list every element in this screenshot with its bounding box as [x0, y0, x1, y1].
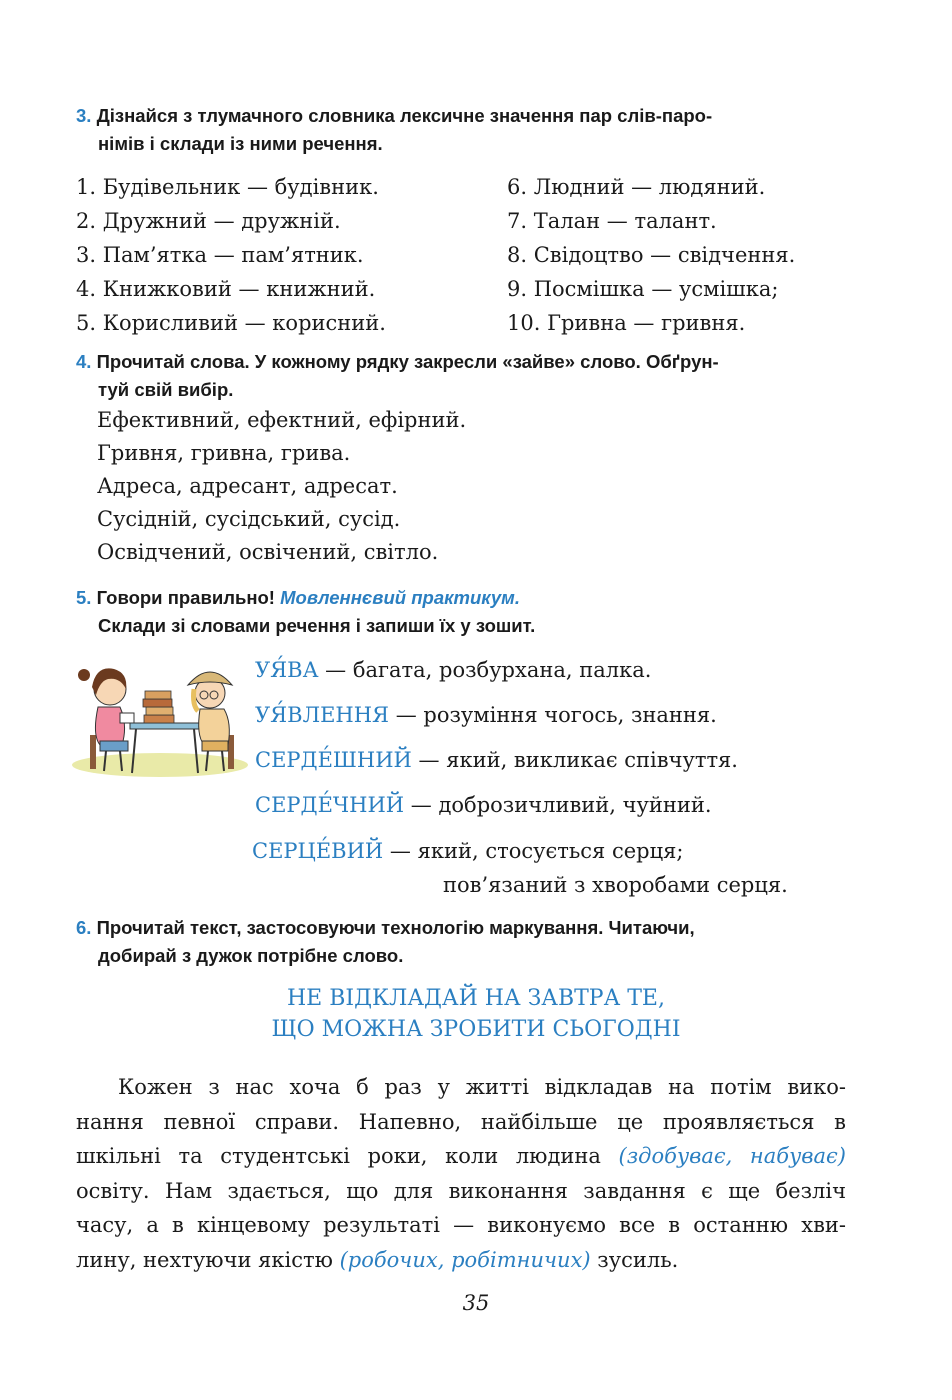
- paragraph-text: шкільні та студентські роки, коли людина: [76, 1144, 601, 1168]
- instruction-text: Прочитай текст, застосовуючи технологію маркування. Читаючи,: [96, 917, 695, 938]
- dictionary-definition: — який, викликає співчуття.: [418, 748, 738, 772]
- section-label: Мовленнєвий практикум.: [280, 587, 520, 608]
- text-title-line: НЕ ВІДКЛАДАЙ НА ЗАВТРА ТЕ,: [287, 986, 665, 1011]
- word-choice-option: (здобуває, набуває): [618, 1144, 846, 1168]
- list-item: 8. Свідоцтво — свідчення.: [507, 243, 796, 267]
- instruction-text: Склади зі словами речення і запиши їх у зошит.: [98, 615, 536, 636]
- task-number: 3.: [76, 105, 92, 126]
- dictionary-entry: [255, 700, 717, 730]
- task-number: 5.: [76, 587, 92, 608]
- instruction-text: добирай з дужок потрібне слово.: [98, 945, 404, 966]
- dictionary-definition: — доброзичливий, чуйний.: [410, 793, 712, 817]
- dictionary-term: СЕРЦЕ́ВИЙ: [252, 839, 384, 863]
- word-choice-option: (робочих, робітничих): [339, 1247, 591, 1272]
- dictionary-term: УЯ́ВА: [255, 658, 319, 682]
- word-row: Гривня, гривна, грива.: [97, 441, 351, 465]
- dictionary-definition-continuation: пов’язаний з хворобами серця.: [443, 873, 788, 897]
- task-6-instruction: [76, 914, 876, 970]
- list-item: 10. Гривна — гривня.: [507, 311, 746, 335]
- word-row: Адреса, адресант, адресат.: [97, 474, 398, 498]
- task-5-instruction: [76, 584, 876, 640]
- paragraph-line: нання певної справи. Напевно, найбільше це проявляється в: [76, 1109, 846, 1134]
- list-item: 7. Талан — талант.: [507, 209, 717, 233]
- list-item: 4. Книжковий — книжний.: [76, 277, 376, 301]
- paragraph-line: [76, 1139, 846, 1174]
- text-title: [0, 983, 952, 1045]
- paragraph-line: часу, а в кінцевому результаті — виконуємо все в останню хви-: [76, 1213, 846, 1237]
- dictionary-term: СЕРДЕ́ЧНИЙ: [255, 793, 405, 817]
- list-item: 1. Будівельник — будівник.: [76, 175, 379, 199]
- word-rows: [97, 404, 466, 569]
- reading-girls-illustration: [70, 645, 250, 780]
- list-item: 6. Людний — людяний.: [507, 175, 766, 199]
- instruction-text: Дізнайся з тлумачного словника лексичне значення пар слів-паро-: [96, 105, 713, 126]
- paronym-pairs-right: [507, 170, 795, 340]
- task-number: 4.: [76, 351, 92, 372]
- dictionary-entry: [255, 655, 651, 685]
- dictionary-term: УЯ́ВЛЕННЯ: [255, 703, 390, 727]
- dictionary-definition: — багата, розбурхана, палка.: [325, 658, 652, 682]
- paragraph-line: Кожен з нас хоча б раз у житті відкладав на потім вико-: [118, 1075, 846, 1099]
- instruction-text: Прочитай слова. У кожному рядку закресли «зайве» слово. Обґрун-: [96, 351, 719, 372]
- paragraph-text: лину, нехтуючи якістю: [76, 1247, 333, 1272]
- dictionary-entry: [252, 836, 683, 866]
- task-3-instruction: [76, 102, 876, 158]
- dictionary-entry: [255, 745, 738, 775]
- list-item: 9. Посмішка — усмішка;: [507, 277, 779, 301]
- word-row: Сусідній, сусідський, сусід.: [97, 507, 401, 531]
- page-number: 35: [462, 1291, 490, 1315]
- list-item: 3. Пам’ятка — пам’ятник.: [76, 243, 364, 267]
- paragraph-text: зусиль.: [597, 1247, 679, 1272]
- word-row: Освідчений, освічений, світло.: [97, 540, 439, 564]
- dictionary-definition: — розуміння чогось, знання.: [395, 703, 717, 727]
- task-number: 6.: [76, 917, 92, 938]
- paragraph-line: [76, 1243, 846, 1278]
- paronym-pairs-left: [76, 170, 386, 340]
- task-4-instruction: [76, 348, 876, 404]
- instruction-text: німів і склади із ними речення.: [98, 133, 383, 154]
- dictionary-entry: [255, 790, 712, 820]
- instruction-text: Говори правильно!: [96, 587, 275, 608]
- list-item: 2. Дружний — дружній.: [76, 209, 341, 233]
- dictionary-term: СЕРДЕ́ШНИЙ: [255, 748, 412, 772]
- word-row: Ефективний, ефектний, ефірний.: [97, 408, 467, 432]
- paragraph-line: освіту. Нам здається, що для виконання завдання є ще безліч: [76, 1178, 846, 1203]
- instruction-text: туй свій вибір.: [98, 379, 234, 400]
- list-item: 5. Корисливий — корисний.: [76, 311, 386, 335]
- reading-paragraph: [76, 1070, 846, 1277]
- dictionary-definition: — який, стосується серця;: [389, 839, 684, 863]
- text-title-line: ЩО МОЖНА ЗРОБИТИ СЬОГОДНІ: [271, 1017, 681, 1042]
